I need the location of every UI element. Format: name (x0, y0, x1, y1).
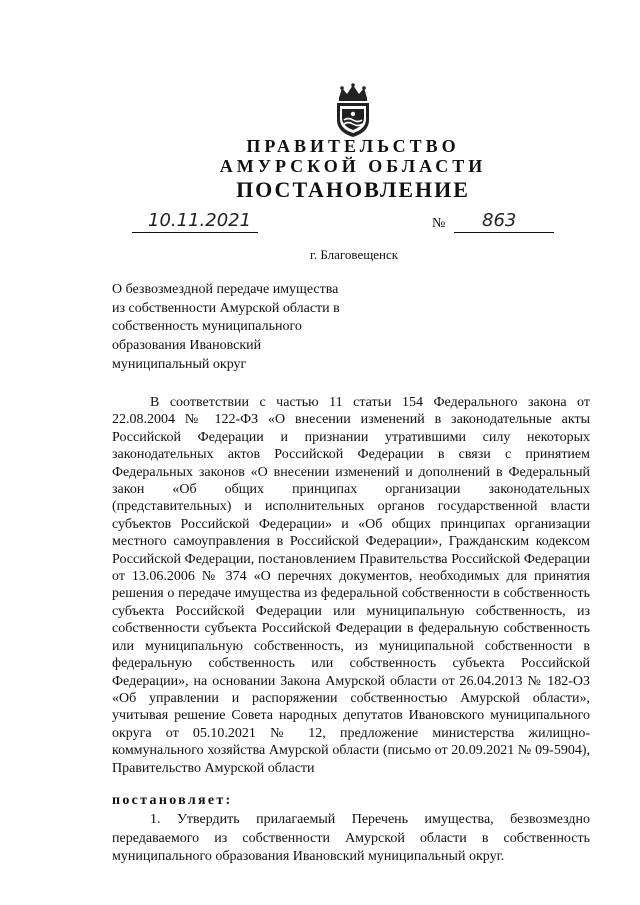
org-name-line1: ПРАВИТЕЛЬСТВО (246, 136, 460, 156)
document-subject: О безвозмездной передаче имущества из собственности Амурской области в собственность муниципального образования Ивановский муниципальный округ (112, 282, 340, 372)
resolves-label: постановляет: (112, 793, 233, 808)
document-number: 863 (482, 210, 517, 231)
document-date: 10.11.2021 (148, 210, 252, 231)
document-type: ПОСТАНОВЛЕНИЕ (236, 177, 470, 202)
resolution-item-1: 1. Утвердить прилагаемый Перечень имущества, безвозмездно передаваемого из собственности Амурской области в собственность муниципального образования Ивановский муниципальный округ. (112, 812, 590, 864)
org-name-line2: АМУРСКОЙ ОБЛАСТИ (219, 156, 487, 176)
number-label: № (432, 216, 446, 231)
city: г. Благовещенск (310, 247, 399, 262)
number-underline (454, 232, 554, 233)
preamble-paragraph: В соответствии с частью 11 статьи 154 Федерального закона от 22.08.2004 № 122-ФЗ «О внесении изменений в законодательные акты Российской Федерации и признании утратившими силу некоторых законодательных актов Российской Федерации в связи с принятием Федеральных законов «О внесении изменений и дополнений в Федеральный закон «Об общих принципах организации законодательных (представительных) и исполнительных органов государственной власти субъектов Российской Федерации» и «Об общих принципах организации местного самоуправления в Российской Федерации», Гражданским кодексом Российской Федерации, постановлением Правительства Российской Федерации от 13.06.2006 № 374 «О перечнях документов, необходимых для принятия решения о передаче имущества из федеральной собственности в собственность субъекта Российской Федерации или муниципальную собственность, из собственности субъекта Российской Федерации в федеральную собственность или муниципальную собственность, из муниципальной собственности в федеральную собственность или собственность субъекта Российской Федерации», на основании Закона Амурской области от 26.04.2013 № 182-ОЗ «Об управлении и распоряжении собственностью Амурской области», учитывая решение Совета народных депутатов Ивановского муниципального округа от 05.10.2021 № 12, предложение министерства жилищно-коммунального хозяйства Амурской области (письмо от 20.09.2021 № 09-5904), Правительство Амурской области (112, 395, 590, 776)
date-underline (132, 232, 258, 233)
coat-of-arms-icon (330, 82, 376, 138)
